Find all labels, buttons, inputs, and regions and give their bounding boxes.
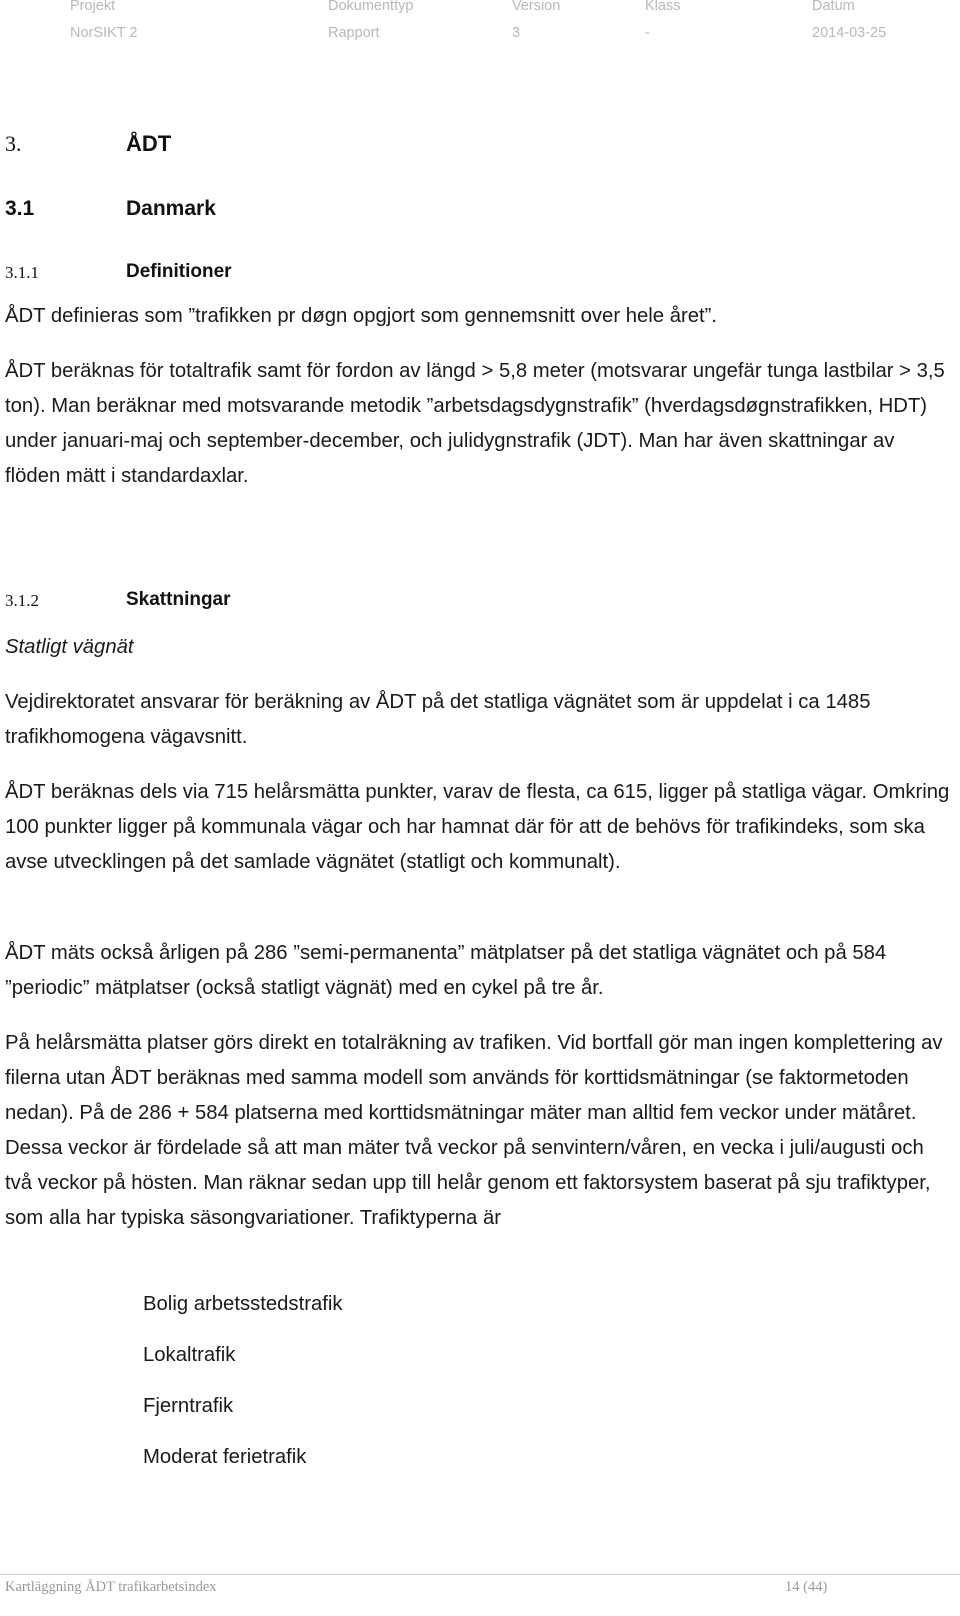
header-date	[812, 0, 886, 42]
footer-divider	[0, 1574, 960, 1575]
list-item: Fjerntrafik	[143, 1395, 234, 1417]
paragraph-calculation: ÅDT beräknas för totaltrafik samt för fordon av längd > 5,8 meter (motsvarar ungefär tunga lastbilar > 3,5 ton). Man beräknar med motsvarande metodik ”arbetsdagsdygnstrafik” (hverdagsdøgnstrafikken, HDT) under januari-maj och september-december, och julidygnstrafik (JDT). Man har även skattningar av flöden mätt i standardaxlar.	[5, 360, 945, 487]
heading-3-title: Definitioner	[126, 261, 232, 282]
heading-1-number: 3.	[5, 131, 22, 156]
header-version-value: 3	[512, 25, 521, 41]
paragraph-definition: ÅDT definieras som ”trafikken pr døgn opgjort som gennemsnitt over hele året”.	[5, 305, 718, 327]
paragraph-vejdirektoratet: Vejdirektoratet ansvarar för beräkning av ÅDT på det statliga vägnätet som är uppdelat i ca 1485 trafikhomogena vägavsnitt.	[5, 691, 871, 748]
heading-2-number: 3.1	[5, 197, 35, 220]
heading-3-number: 3.1.2	[5, 591, 39, 610]
header-doctype-label: Dokumenttyp	[328, 0, 414, 14]
paragraph-semi-permanent: ÅDT mäts också årligen på 286 ”semi-permanenta” mätplatser på det statliga vägnätet och på 584 ”periodic” mätplatser (också statligt vägnät) med en cykel på tre år.	[5, 942, 887, 999]
heading-1-title: ÅDT	[126, 131, 172, 156]
header-date-value: 2014-03-25	[812, 25, 887, 41]
header-doctype-value: Rapport	[328, 25, 380, 41]
header-version	[512, 0, 560, 42]
header-class-value: -	[645, 25, 650, 41]
header-date-label: Datum	[812, 0, 855, 14]
header-project-label: Projekt	[70, 0, 116, 14]
list-item: Lokaltrafik	[143, 1344, 236, 1366]
header-version-label: Version	[512, 0, 561, 14]
heading-2-title: Danmark	[126, 197, 216, 220]
heading-3-title: Skattningar	[126, 589, 231, 610]
header-class	[645, 0, 680, 42]
list-item: Bolig arbetsstedstrafik	[143, 1293, 343, 1315]
header-project-value: NorSIKT 2	[70, 25, 138, 41]
document-header	[0, 0, 960, 48]
document-footer	[0, 1574, 960, 1616]
header-class-label: Klass	[645, 0, 681, 14]
paragraph-full-year: På helårsmätta platser görs direkt en totalräkning av trafiken. Vid bortfall gör man ingen komplettering av filerna utan ÅDT beräknas med samma modell som används för korttidsmätningar (se faktormetoden nedan). På de 286 + 584 platserna med korttidsmätningar mäter man alltid fem veckor under mätåret. Dessa veckor är fördelade så att man mäter två veckor på senvintern/våren, en vecka i juli/augusti och två veckor på hösten. Man räknar sedan upp till helår genom ett faktorsystem baserat på sju trafiktyper, som alla har typiska säsongvariationer. Trafiktyperna är	[5, 1032, 943, 1229]
paragraph-measurement-points: ÅDT beräknas dels via 715 helårsmätta punkter, varav de flesta, ca 615, ligger på statliga vägar. Omkring 100 punkter ligger på kommunala vägar och har hamnat där för att de behövs för trafikindeks, som ska avse utvecklingen på det samlade vägnätet (statligt och kommunalt).	[5, 781, 950, 873]
list-item: Moderat ferietrafik	[143, 1446, 307, 1468]
heading-3-number: 3.1.1	[5, 263, 39, 282]
footer-title: Kartläggning ÅDT trafikarbetsindex	[5, 1579, 217, 1595]
page-number: 14 (44)	[785, 1579, 828, 1595]
subheading-statligt-vagnat: Statligt vägnät	[5, 636, 134, 658]
header-project	[70, 0, 137, 42]
header-doctype	[328, 0, 413, 42]
